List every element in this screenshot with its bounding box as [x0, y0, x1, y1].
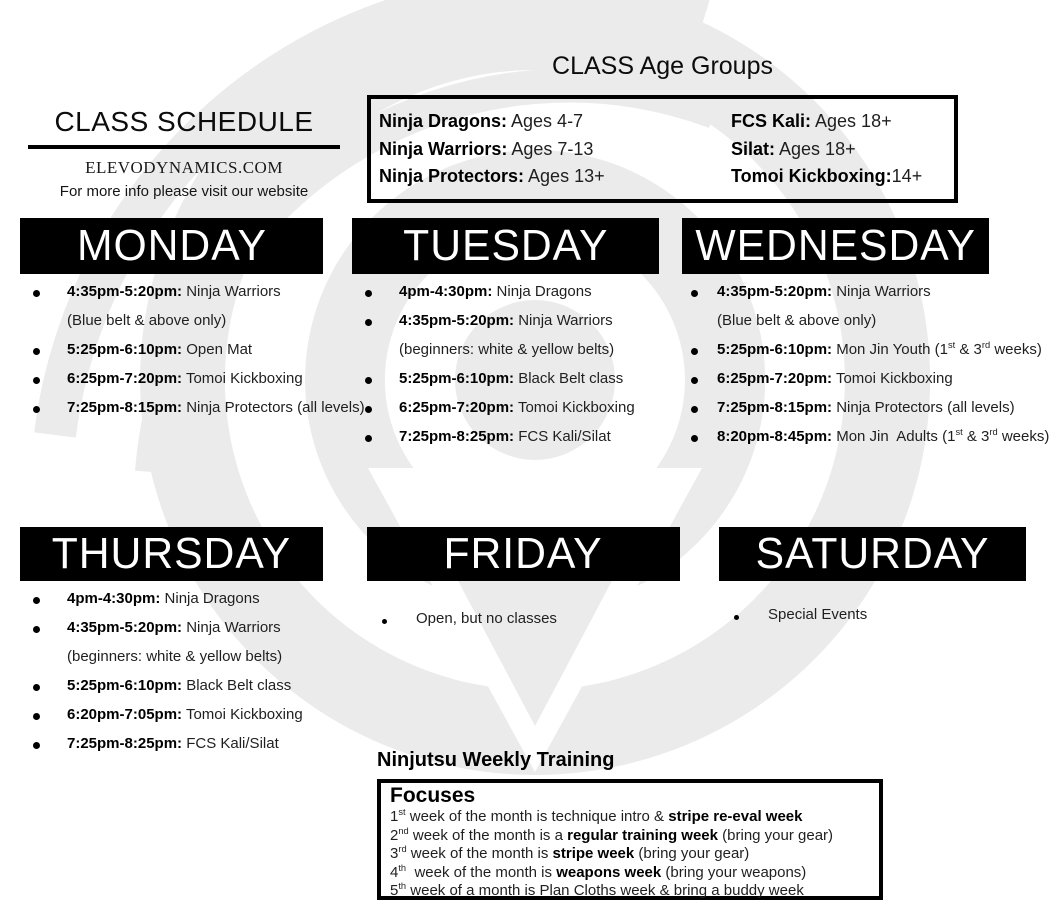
schedule-item-text: [717, 428, 1049, 445]
schedule-item-class: Ninja Warriors: [832, 283, 931, 300]
age-group-range: Ages 7-13: [507, 138, 594, 159]
age-group-row: [731, 136, 944, 163]
day-header-thursday: [20, 527, 323, 581]
schedule-item-class: Ninja Dragons: [492, 283, 592, 300]
schedule-item-time: 7:25pm-8:15pm:: [717, 399, 833, 416]
bullet-icon: [33, 713, 40, 720]
title-underline: [28, 145, 340, 149]
schedule-item-time: 7:25pm-8:25pm:: [399, 428, 515, 445]
day-header-monday: [20, 218, 323, 274]
bullet-icon: [691, 377, 698, 384]
schedule-item: [20, 619, 354, 648]
day-column-wednesday: [682, 218, 1056, 457]
schedule-note-text: (beginners: white & yellow belts): [399, 341, 615, 358]
schedule-item: [682, 399, 1056, 428]
age-groups-title: CLASS Age Groups: [552, 52, 773, 80]
schedule-item-class: Ninja Protectors (all levels): [832, 399, 1015, 416]
day-name-label: WEDNESDAY: [695, 221, 976, 270]
age-group-row: [379, 163, 731, 190]
schedule-item-text: [67, 735, 279, 752]
day-name-label: FRIDAY: [443, 529, 604, 578]
age-group-row: [731, 108, 944, 135]
day-column-thursday: [20, 527, 354, 764]
bullet-icon: [691, 435, 698, 442]
age-group-range: 14+: [891, 166, 923, 186]
focus-line-text: (bring your gear): [718, 826, 834, 844]
schedule-item-time: 4:35pm-5:20pm:: [399, 312, 515, 329]
schedule-item-text: [717, 283, 931, 300]
focus-line-bold: weapons week: [556, 863, 662, 881]
schedule-item-text: [717, 370, 953, 387]
schedule-item: [352, 370, 692, 399]
schedule-note-text: (beginners: white & yellow belts): [67, 648, 283, 665]
schedule-item: [352, 312, 692, 341]
focus-line: [390, 808, 870, 827]
bullet-icon: [691, 406, 698, 413]
schedule-item-time: 5:25pm-6:10pm:: [717, 341, 833, 358]
focus-line-text: 1st week of the month is technique intro &: [390, 807, 669, 825]
day-class-list: [20, 590, 354, 764]
schedule-item-text: [67, 341, 252, 358]
age-groups-box: [367, 95, 958, 203]
website-tagline: For more info please visit our website: [59, 183, 309, 200]
focuses-list: [390, 808, 870, 901]
schedule-item-class: FCS Kali/Silat: [514, 428, 611, 445]
day-class-list: [719, 606, 1056, 635]
schedule-item: [20, 706, 354, 735]
age-group-name: Ninja Protectors:: [379, 166, 525, 186]
schedule-item-class: Tomoi Kickboxing: [182, 706, 303, 723]
day-column-tuesday: [352, 218, 692, 457]
weekly-training-box: [377, 779, 883, 900]
day-header-friday: [367, 527, 680, 581]
schedule-item: [682, 428, 1056, 457]
website-link[interactable]: ELEVODYNAMICS.COM: [85, 158, 283, 177]
day-column-saturday: [719, 527, 1056, 635]
schedule-item-class: Ninja Dragons: [160, 590, 260, 607]
schedule-item-text: [717, 399, 1015, 416]
schedule-item-time: 5:25pm-6:10pm:: [67, 677, 183, 694]
bullet-icon: [365, 406, 372, 413]
schedule-item: [682, 283, 1056, 312]
bullet-icon: [365, 377, 372, 384]
header-left: [28, 106, 340, 200]
age-group-name: Ninja Dragons:: [379, 111, 508, 131]
weekly-training-title: Ninjutsu Weekly Training: [377, 749, 615, 771]
schedule-item: [352, 428, 692, 457]
age-group-range: Ages 18+: [775, 138, 856, 159]
schedule-item-class: Ninja Warriors: [182, 283, 281, 300]
bullet-icon: [33, 684, 40, 691]
day-header-wednesday: [682, 218, 989, 274]
age-group-name: Ninja Warriors:: [379, 138, 508, 159]
schedule-item: [20, 341, 354, 370]
focuses-heading: Focuses: [390, 784, 476, 807]
bullet-icon: [691, 348, 698, 355]
schedule-item-class: Ninja Warriors: [514, 312, 613, 329]
schedule-item-time: 4:35pm-5:20pm:: [67, 619, 183, 636]
bullet-icon: [33, 406, 40, 413]
focus-line-text: (bring your weapons): [661, 863, 807, 881]
age-groups-left-column: [379, 108, 731, 190]
bullet-icon: [33, 597, 40, 604]
schedule-item-time: 4:35pm-5:20pm:: [717, 283, 833, 300]
day-column-monday: [20, 218, 365, 428]
schedule-item: [719, 606, 1056, 635]
day-class-list: [352, 283, 692, 457]
schedule-item: [20, 677, 354, 706]
schedule-item-time: 4pm-4:30pm:: [67, 590, 161, 607]
schedule-item-text: [399, 312, 613, 329]
schedule-item-time: 7:25pm-8:25pm:: [67, 735, 183, 752]
schedule-item-text: [399, 399, 635, 416]
schedule-item-text: Special Events: [768, 606, 868, 623]
schedule-item-note: [20, 648, 354, 677]
bullet-icon: [365, 319, 372, 326]
day-column-friday: [367, 527, 697, 639]
schedule-item-class: Tomoi Kickboxing: [182, 370, 303, 387]
schedule-item-time: 6:20pm-7:05pm:: [67, 706, 183, 723]
schedule-item-text: [67, 590, 260, 607]
schedule-item-class: FCS Kali/Silat: [182, 735, 279, 752]
age-group-range: Ages 18+: [811, 111, 892, 131]
schedule-item-time: 4pm-4:30pm:: [399, 283, 493, 300]
schedule-item: [20, 399, 365, 428]
schedule-item: [20, 735, 354, 764]
focus-line-bold: stripe re-eval week: [668, 808, 803, 825]
bullet-icon: [365, 435, 372, 442]
schedule-item: [352, 399, 692, 428]
schedule-item-text: Open, but no classes: [416, 610, 557, 627]
bullet-icon: [33, 290, 40, 297]
age-groups-right-column: [731, 108, 944, 190]
schedule-item-time: 4:35pm-5:20pm:: [67, 283, 183, 300]
day-header-tuesday: [352, 218, 659, 274]
schedule-item-class: Mon Jin Youth (1st & 3rd weeks): [832, 340, 1042, 358]
schedule-item-text: [67, 677, 291, 694]
schedule-item-note: [352, 341, 692, 370]
schedule-item-class: Ninja Protectors (all levels): [182, 399, 365, 416]
focus-line-text: 2nd week of the month is a: [390, 825, 568, 844]
schedule-item-text: [67, 283, 281, 300]
schedule-item-class: Mon Jin Adults (1st & 3rd weeks): [832, 427, 1050, 445]
focus-line: [390, 845, 870, 864]
age-group-range: Ages 4-7: [507, 111, 584, 131]
schedule-item-time: 5:25pm-6:10pm:: [67, 341, 183, 358]
schedule-item-text: [67, 706, 303, 723]
schedule-note-text: (Blue belt & above only): [717, 312, 877, 329]
age-group-range: Ages 13+: [524, 166, 605, 186]
schedule-item-text: [717, 341, 1042, 358]
day-name-label: MONDAY: [76, 221, 267, 270]
bullet-icon: [33, 626, 40, 633]
schedule-item-note: [682, 312, 1056, 341]
age-group-row: [379, 136, 731, 163]
day-name-label: TUESDAY: [402, 221, 609, 270]
bullet-icon: [365, 290, 372, 297]
schedule-note-text: (Blue belt & above only): [67, 312, 227, 329]
bullet-icon: [33, 348, 40, 355]
schedule-item-class: Black Belt class: [182, 677, 292, 694]
age-group-row: [731, 163, 944, 190]
schedule-item-text: [67, 370, 303, 387]
schedule-item-time: 6:25pm-7:20pm:: [717, 370, 833, 387]
day-name-label: SATURDAY: [755, 529, 990, 578]
age-group-name: FCS Kali:: [731, 111, 812, 131]
schedule-item: [682, 341, 1056, 370]
day-header-saturday: [719, 527, 1026, 581]
bullet-icon: [382, 619, 387, 624]
bullet-icon: [734, 615, 739, 620]
focus-line: [390, 864, 870, 883]
age-group-name: Silat:: [731, 138, 776, 159]
schedule-item-time: 7:25pm-8:15pm:: [67, 399, 183, 416]
schedule-item-text: [399, 370, 623, 387]
schedule-item: [682, 370, 1056, 399]
schedule-item-note: [20, 312, 354, 341]
age-group-row: [379, 108, 731, 135]
schedule-item-time: 6:25pm-7:20pm:: [67, 370, 183, 387]
schedule-item-class: Black Belt class: [514, 370, 624, 387]
bullet-icon: [33, 742, 40, 749]
focus-line: [390, 827, 870, 846]
schedule-item-text: [67, 619, 281, 636]
focus-line: [390, 882, 870, 901]
focus-line-text: 5th week of a month is Plan Cloths week & bring a buddy week: [390, 881, 804, 900]
schedule-item-class: Open Mat: [182, 341, 253, 358]
focus-line-text: 3rd week of the month is: [390, 844, 553, 863]
day-class-list: [20, 283, 365, 428]
schedule-item-time: 5:25pm-6:10pm:: [399, 370, 515, 387]
focus-line-text: 4th week of the month is: [390, 862, 557, 881]
schedule-item: [367, 610, 697, 639]
schedule-item-text: [67, 399, 365, 416]
schedule-item: [352, 283, 692, 312]
schedule-item-time: 6:25pm-7:20pm:: [399, 399, 515, 416]
schedule-item: [20, 283, 354, 312]
day-name-label: THURSDAY: [51, 529, 292, 578]
schedule-item-class: Ninja Warriors: [182, 619, 281, 636]
schedule-item-class: Tomoi Kickboxing: [832, 370, 953, 387]
schedule-item-class: Tomoi Kickboxing: [514, 399, 635, 416]
day-class-list: [682, 283, 1056, 457]
schedule-item: [20, 370, 354, 399]
schedule-item-text: [399, 283, 592, 300]
bullet-icon: [691, 290, 698, 297]
bullet-icon: [33, 377, 40, 384]
focus-line-bold: regular training week: [567, 826, 718, 844]
focus-line-bold: stripe week: [552, 845, 635, 863]
schedule-item: [20, 590, 354, 619]
day-class-list: [367, 610, 697, 639]
focus-line-text: (bring your gear): [634, 845, 750, 863]
schedule-item-time: 8:20pm-8:45pm:: [717, 428, 833, 445]
age-group-name: Tomoi Kickboxing:: [731, 166, 892, 186]
page-title: CLASS SCHEDULE: [54, 106, 314, 137]
schedule-item-text: [399, 428, 611, 445]
